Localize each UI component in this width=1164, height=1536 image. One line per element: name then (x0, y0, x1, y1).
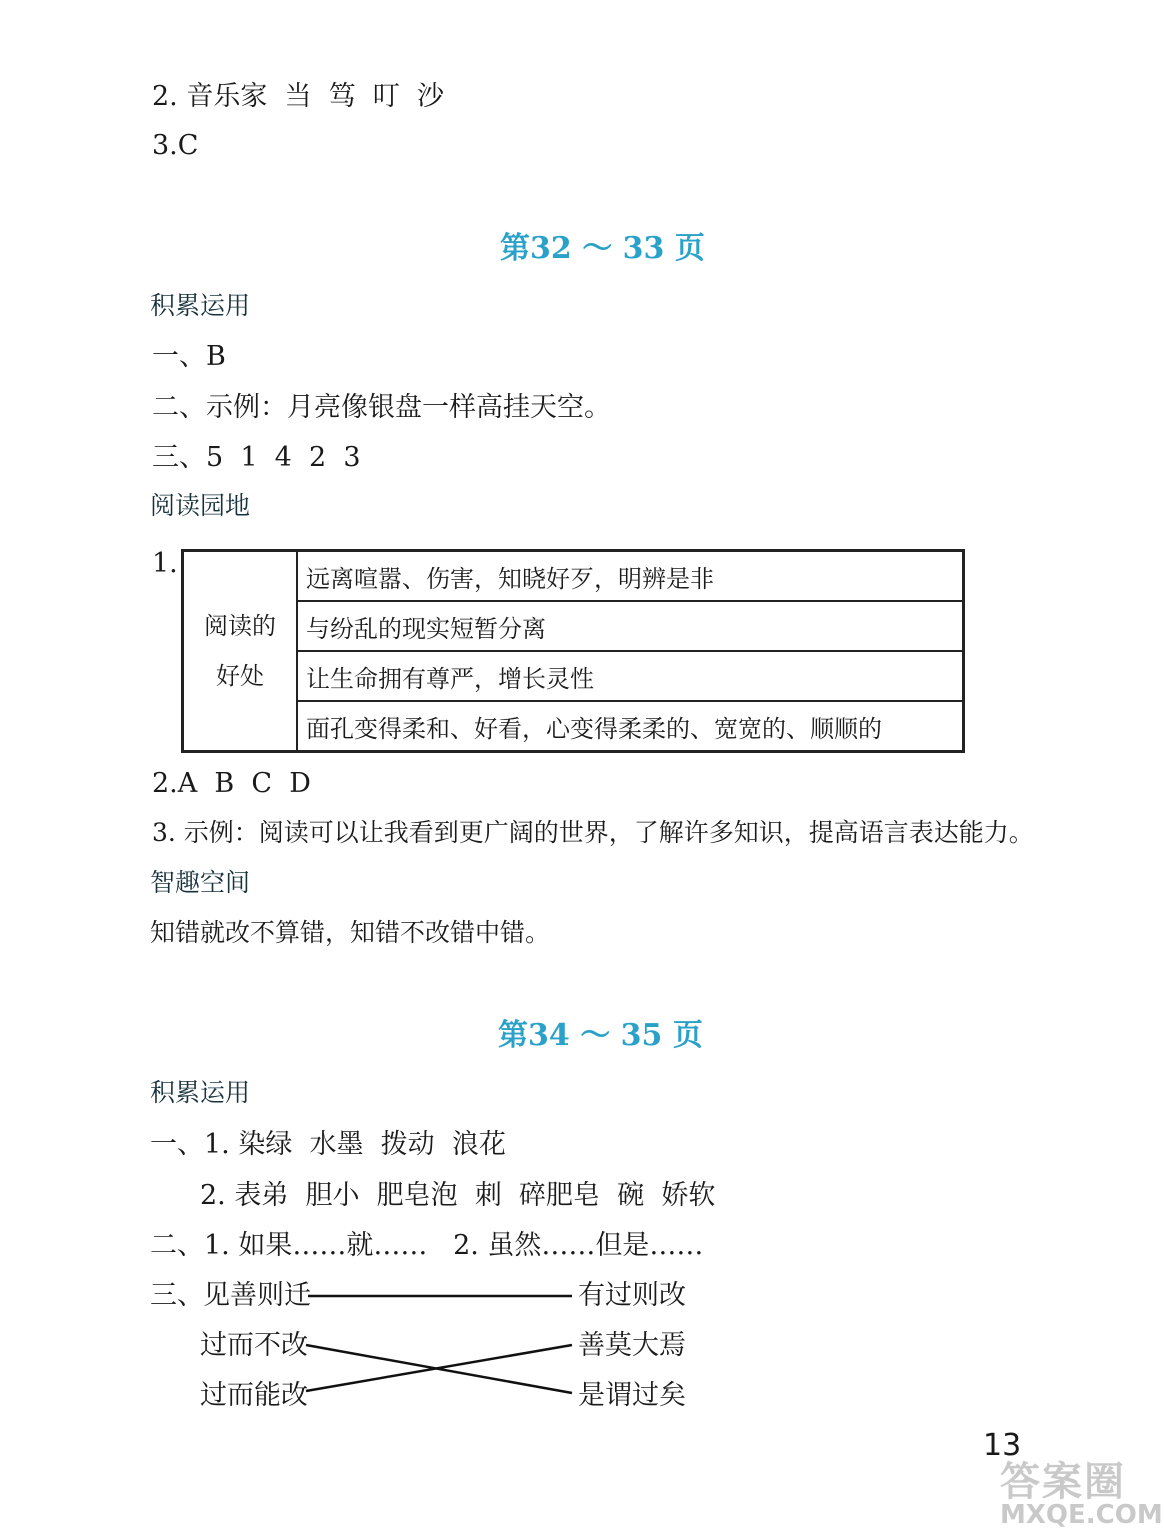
table-head-line2: 好处 (216, 662, 264, 690)
answer-3: 三、5 1 4 2 3 (152, 442, 361, 473)
section-title-zhiqu: 智趣空间 (150, 868, 251, 897)
section-title-jilei: 积累运用 (150, 291, 251, 320)
match-left-1: 见善则迁 (203, 1280, 311, 1311)
answer-q1a: 一、1. 染绿 水墨 拨动 浪花 (150, 1129, 506, 1160)
watermark-top: 答案圈 (1000, 1459, 1126, 1505)
answer-line-3: 3.C (152, 130, 199, 161)
answer-2: 二、示例：月亮像银盘一样高挂天空。 (152, 392, 611, 423)
page-heading-34-35: 第34 ～ 35 页 (498, 1018, 703, 1053)
answer-line-2: 2. 音乐家 当 笃 叮 沙 (152, 81, 445, 112)
answer-1: 一、B (152, 341, 226, 372)
match-right-3: 是谓过矣 (578, 1380, 686, 1411)
match-left-3: 过而能改 (200, 1380, 308, 1411)
table-row: 让生命拥有尊严，增长灵性 (297, 651, 964, 701)
section-title-yuedu: 阅读园地 (150, 491, 251, 520)
match-left-2: 过而不改 (200, 1330, 308, 1361)
answer-q2b: 二、1. 如果……就…… 2. 虽然……但是…… (150, 1230, 704, 1261)
section-title-jilei-2: 积累运用 (150, 1078, 251, 1107)
match-right-2: 善莫大焉 (578, 1330, 686, 1361)
riddle-answer: 知错就改不算错，知错不改错中错。 (150, 918, 551, 947)
table-row: 面孔变得柔和、好看，心变得柔柔的、宽宽的、顺顺的 (297, 701, 964, 752)
answer-q1b: 2. 表弟 胆小 肥皂泡 刺 碎肥皂 碗 娇软 (200, 1180, 716, 1211)
match-right-1: 有过则改 (578, 1280, 686, 1311)
table-row: 与纷乱的现实短暂分离 (297, 601, 964, 651)
page-heading-32-33: 第32 ～ 33 页 (500, 231, 705, 266)
table-row: 远离喧嚣、伤害，知晓好歹，明辨是非 (297, 551, 964, 602)
answer-q2: 2.A B C D (152, 768, 311, 799)
answer-q3-prefix: 三、 (150, 1280, 204, 1311)
watermark-logo (1000, 1450, 1163, 1534)
page-number: 13 (983, 1428, 1022, 1463)
watermark-bottom: MXQE.COM (1000, 1500, 1163, 1530)
question-1-number: 1. (152, 548, 178, 579)
table-head-line1: 阅读的 (204, 612, 276, 640)
answer-q3: 3. 示例：阅读可以让我看到更广阔的世界，了解许多知识，提高语言表达能力。 (152, 818, 1034, 847)
